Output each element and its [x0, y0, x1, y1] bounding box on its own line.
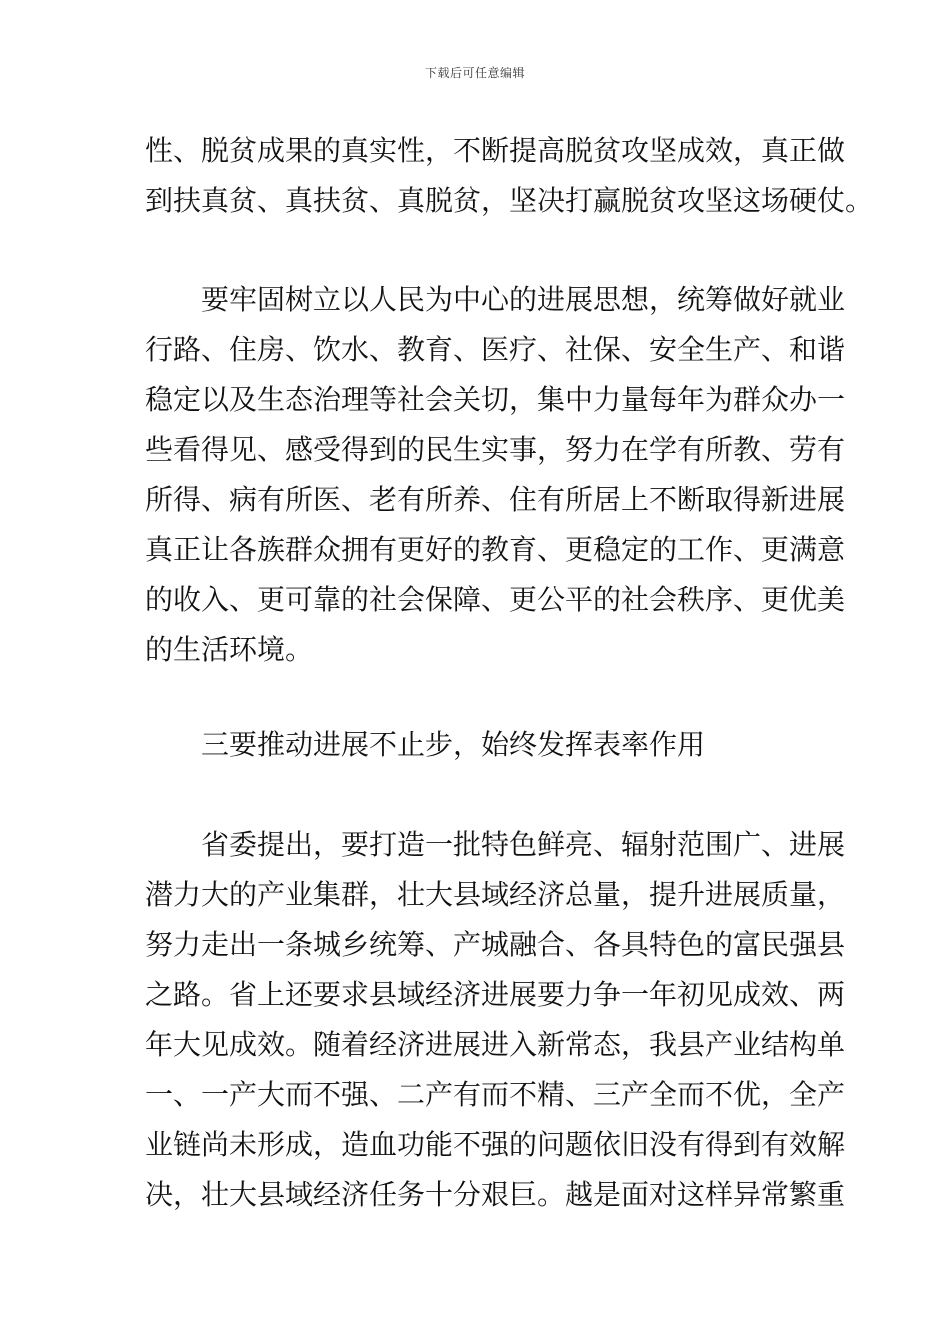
text-line: 年大见成效。随着经济进展进入新常态，我县产业结构单: [145, 1028, 846, 1061]
text-line: 所得、病有所医、老有所养、住有所居上不断取得新进展: [145, 483, 846, 516]
paragraph-3: [145, 820, 846, 1220]
text-line: 的生活环境。: [145, 633, 314, 666]
text-line: 要牢固树立以人民为中心的进展思想，统筹做好就业: [201, 283, 846, 316]
text-line: 之路。省上还要求县域经济进展要力争一年初见成效、两: [145, 978, 846, 1011]
text-line: 决，壮大县域经济任务十分艰巨。越是面对这样异常繁重: [145, 1178, 846, 1211]
paragraph-2: [145, 275, 846, 675]
text-line: 些看得见、感受得到的民生实事，努力在学有所教、劳有: [145, 433, 846, 466]
text-line: 真正让各族群众拥有更好的教育、更稳定的工作、更满意: [145, 533, 846, 566]
heading-line: 三要推动进展不止步，始终发挥表率作用: [201, 728, 706, 761]
text-line: 性、脱贫成果的真实性，不断提高脱贫攻坚成效，真正做: [145, 134, 846, 167]
text-line: 稳定以及生态治理等社会关切，集中力量每年为群众办一: [145, 383, 846, 416]
text-line: 省委提出，要打造一批特色鲜亮、辐射范围广、进展: [201, 828, 846, 861]
text-line: 一、一产大而不强、二产有而不精、三产全而不优，全产: [145, 1078, 846, 1111]
text-line: 的收入、更可靠的社会保障、更公平的社会秩序、更优美: [145, 583, 846, 616]
text-line: 行路、住房、饮水、教育、医疗、社保、安全生产、和谐: [145, 333, 846, 366]
page-header: 下载后可任意编辑: [424, 66, 525, 80]
text-line: 业链尚未形成，造血功能不强的问题依旧没有得到有效解: [145, 1128, 846, 1161]
paragraph-1: [145, 126, 874, 226]
text-line: 潜力大的产业集群，壮大县域经济总量，提升进展质量，: [145, 878, 846, 911]
section-heading: [145, 720, 810, 770]
text-line: 努力走出一条城乡统筹、产城融合、各具特色的富民强县: [145, 928, 846, 961]
text-line: 到扶真贫、真扶贫、真脱贫，坚决打赢脱贫攻坚这场硬仗。: [145, 184, 874, 217]
